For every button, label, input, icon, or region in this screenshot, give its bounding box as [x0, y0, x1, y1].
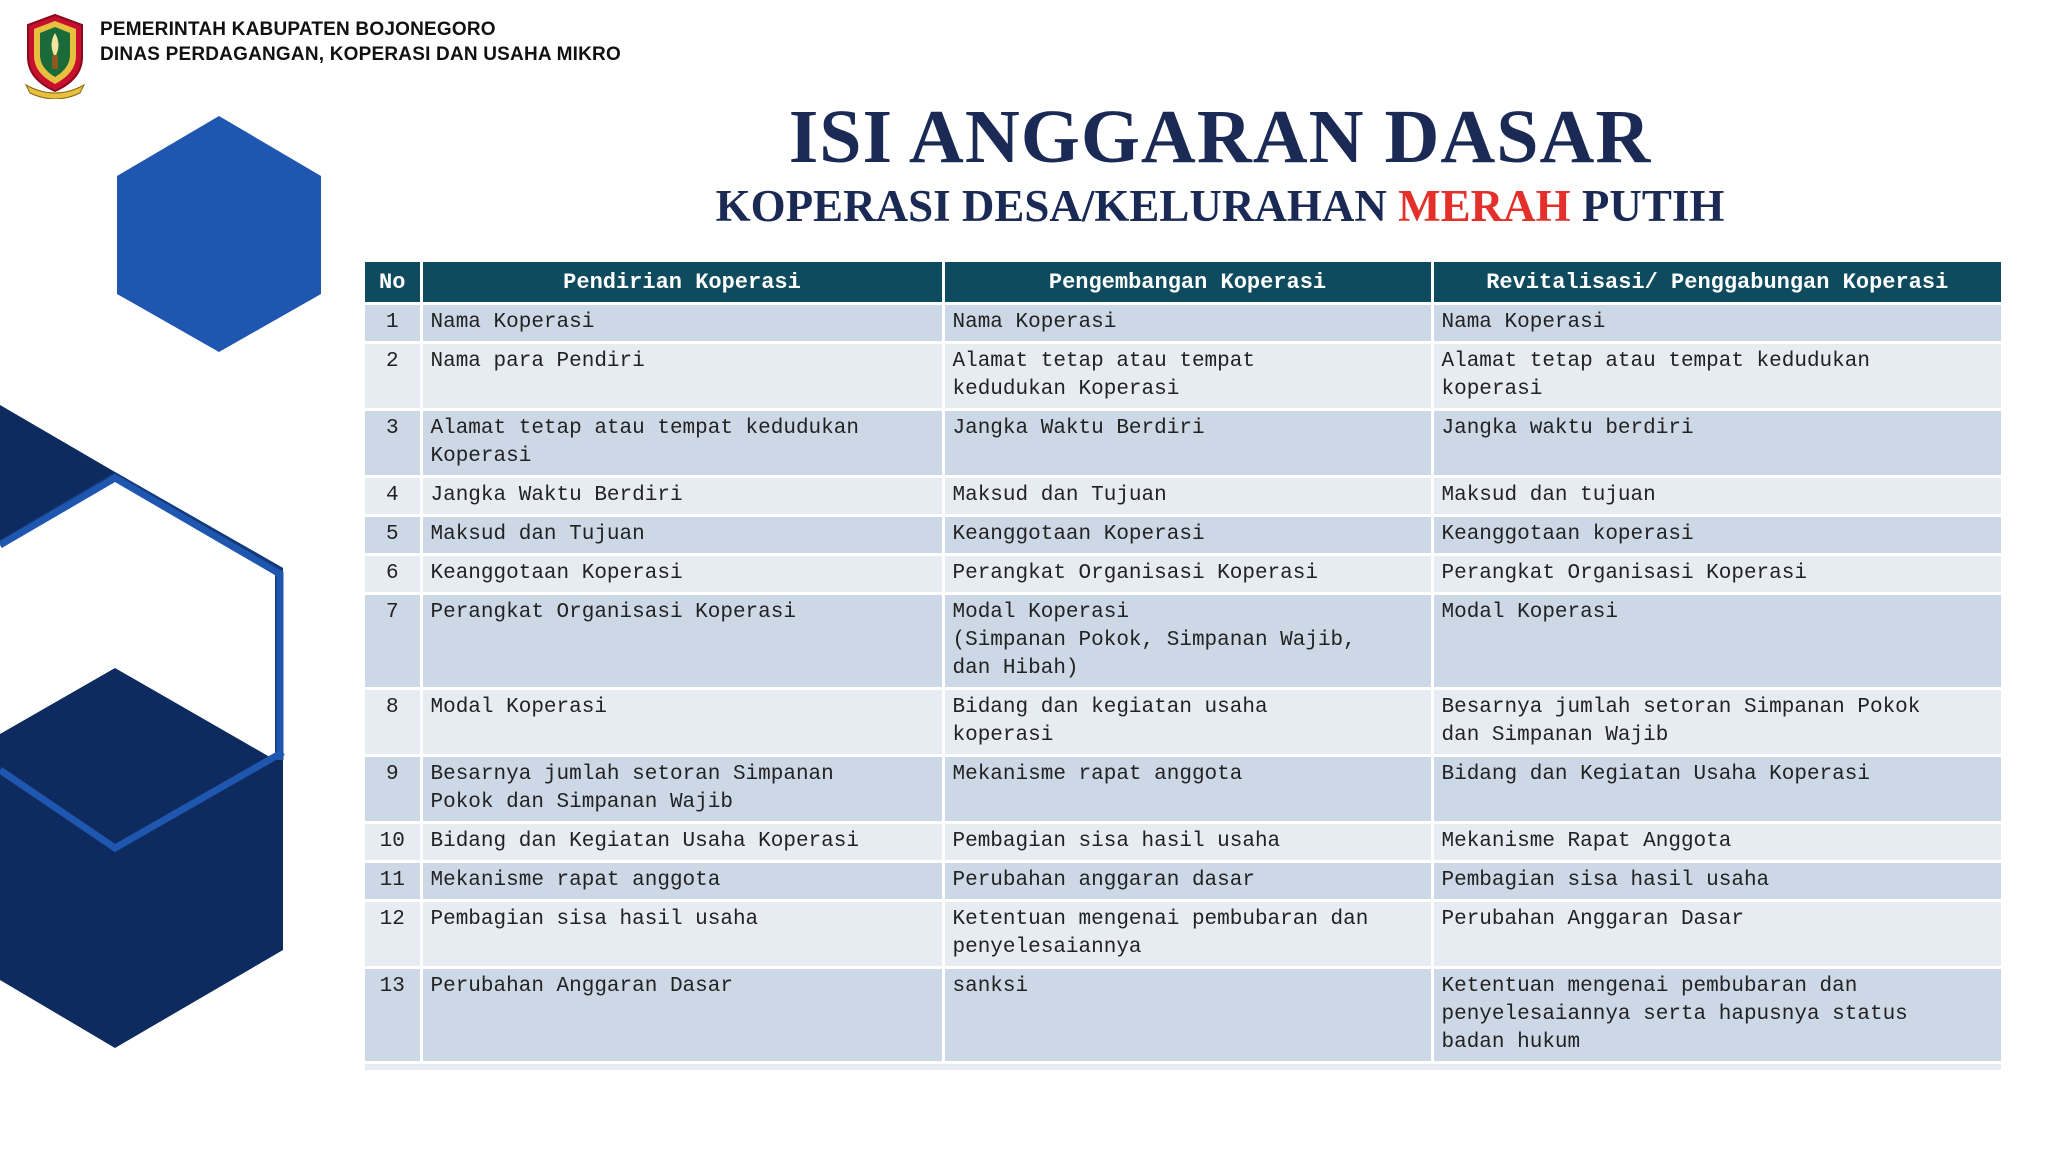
row-number: 12 — [365, 901, 421, 968]
cell-pengembangan: Keanggotaan Koperasi — [943, 516, 1432, 555]
row-number: 8 — [365, 689, 421, 756]
table-bottom-spacer-cell — [365, 1063, 2001, 1072]
hexagon-top — [117, 116, 321, 352]
cell-pendirian: Modal Koperasi — [421, 689, 943, 756]
page-title: ISI ANGGARAN DASAR — [788, 95, 1652, 179]
cell-revitalisasi: Perangkat Organisasi Koperasi — [1432, 555, 2001, 594]
table-row — [365, 689, 2001, 756]
page-subtitle — [660, 181, 1780, 231]
subtitle-part-2: PUTIH — [1570, 181, 1725, 231]
cell-pengembangan: Modal Koperasi (Simpanan Pokok, Simpanan Wajib, dan Hibah) — [943, 594, 1432, 689]
row-number: 4 — [365, 477, 421, 516]
header-pengembangan: Pengembangan Koperasi — [943, 262, 1432, 304]
cell-pendirian: Besarnya jumlah setoran Simpanan Pokok dan Simpanan Wajib — [421, 756, 943, 823]
org-line-department: DINAS PERDAGANGAN, KOPERASI DAN USAHA MIKRO — [100, 43, 621, 65]
table-row — [365, 555, 2001, 594]
cell-revitalisasi: Nama Koperasi — [1432, 304, 2001, 343]
cell-pengembangan: Bidang dan kegiatan usaha koperasi — [943, 689, 1432, 756]
cell-pendirian: Alamat tetap atau tempat kedudukan Koperasi — [421, 410, 943, 477]
cell-pengembangan: Perubahan anggaran dasar — [943, 862, 1432, 901]
cell-pengembangan: Ketentuan mengenai pembubaran dan penyelesaiannya — [943, 901, 1432, 968]
cell-revitalisasi: Perubahan Anggaran Dasar — [1432, 901, 2001, 968]
cell-pengembangan: Alamat tetap atau tempat kedudukan Koperasi — [943, 343, 1432, 410]
table-header-row — [365, 262, 2001, 304]
row-number: 1 — [365, 304, 421, 343]
cell-pendirian: Maksud dan Tujuan — [421, 516, 943, 555]
cell-pengembangan: Jangka Waktu Berdiri — [943, 410, 1432, 477]
header-pendirian: Pendirian Koperasi — [421, 262, 943, 304]
table-row — [365, 516, 2001, 555]
row-number: 9 — [365, 756, 421, 823]
organization-name — [100, 19, 621, 66]
cell-revitalisasi: Keanggotaan koperasi — [1432, 516, 2001, 555]
table-body — [365, 304, 2001, 1072]
row-number: 7 — [365, 594, 421, 689]
cell-revitalisasi: Ketentuan mengenai pembubaran dan penyelesaiannya serta hapusnya status badan hukum — [1432, 968, 2001, 1063]
title-block — [660, 95, 1780, 231]
cell-revitalisasi: Modal Koperasi — [1432, 594, 2001, 689]
table-row — [365, 410, 2001, 477]
cell-pengembangan: Pembagian sisa hasil usaha — [943, 823, 1432, 862]
cell-pendirian: Jangka Waktu Berdiri — [421, 477, 943, 516]
cell-revitalisasi: Pembagian sisa hasil usaha — [1432, 862, 2001, 901]
cell-pendirian: Pembagian sisa hasil usaha — [421, 901, 943, 968]
subtitle-accent-word: MERAH — [1398, 181, 1571, 231]
bojonegoro-regency-emblem-icon — [22, 11, 88, 99]
row-number: 11 — [365, 862, 421, 901]
cell-pengembangan: Mekanisme rapat anggota — [943, 756, 1432, 823]
cell-revitalisasi: Alamat tetap atau tempat kedudukan koperasi — [1432, 343, 2001, 410]
articles-table — [365, 262, 2001, 1073]
table-row — [365, 862, 2001, 901]
cell-pengembangan: Perangkat Organisasi Koperasi — [943, 555, 1432, 594]
articles-table-container — [365, 262, 2001, 1073]
decorative-hexagons — [0, 0, 340, 1152]
subtitle-part-1: KOPERASI DESA/KELURAHAN — [715, 181, 1399, 231]
cell-revitalisasi: Bidang dan Kegiatan Usaha Koperasi — [1432, 756, 2001, 823]
table-row — [365, 901, 2001, 968]
header-no: No — [365, 262, 421, 304]
cell-revitalisasi: Jangka waktu berdiri — [1432, 410, 2001, 477]
row-number: 5 — [365, 516, 421, 555]
row-number: 3 — [365, 410, 421, 477]
letterhead — [22, 10, 621, 100]
row-number: 13 — [365, 968, 421, 1063]
table-row — [365, 343, 2001, 410]
cell-pengembangan: Nama Koperasi — [943, 304, 1432, 343]
cell-revitalisasi: Maksud dan tujuan — [1432, 477, 2001, 516]
cell-pengembangan: Maksud dan Tujuan — [943, 477, 1432, 516]
org-line-government: PEMERINTAH KABUPATEN BOJONEGORO — [100, 18, 496, 40]
cell-revitalisasi: Mekanisme Rapat Anggota — [1432, 823, 2001, 862]
row-number: 6 — [365, 555, 421, 594]
cell-pendirian: Keanggotaan Koperasi — [421, 555, 943, 594]
table-row — [365, 823, 2001, 862]
table-row — [365, 594, 2001, 689]
cell-pendirian: Nama para Pendiri — [421, 343, 943, 410]
table-row — [365, 477, 2001, 516]
header-revitalisasi: Revitalisasi/ Penggabungan Koperasi — [1432, 262, 2001, 304]
cell-pengembangan: sanksi — [943, 968, 1432, 1063]
cell-pendirian: Perangkat Organisasi Koperasi — [421, 594, 943, 689]
cell-pendirian: Bidang dan Kegiatan Usaha Koperasi — [421, 823, 943, 862]
table-row — [365, 968, 2001, 1063]
row-number: 10 — [365, 823, 421, 862]
table-row — [365, 304, 2001, 343]
row-number: 2 — [365, 343, 421, 410]
cell-pendirian: Nama Koperasi — [421, 304, 943, 343]
cell-revitalisasi: Besarnya jumlah setoran Simpanan Pokok dan Simpanan Wajib — [1432, 689, 2001, 756]
table-row — [365, 756, 2001, 823]
table-bottom-spacer — [365, 1063, 2001, 1072]
cell-pendirian: Mekanisme rapat anggota — [421, 862, 943, 901]
cell-pendirian: Perubahan Anggaran Dasar — [421, 968, 943, 1063]
